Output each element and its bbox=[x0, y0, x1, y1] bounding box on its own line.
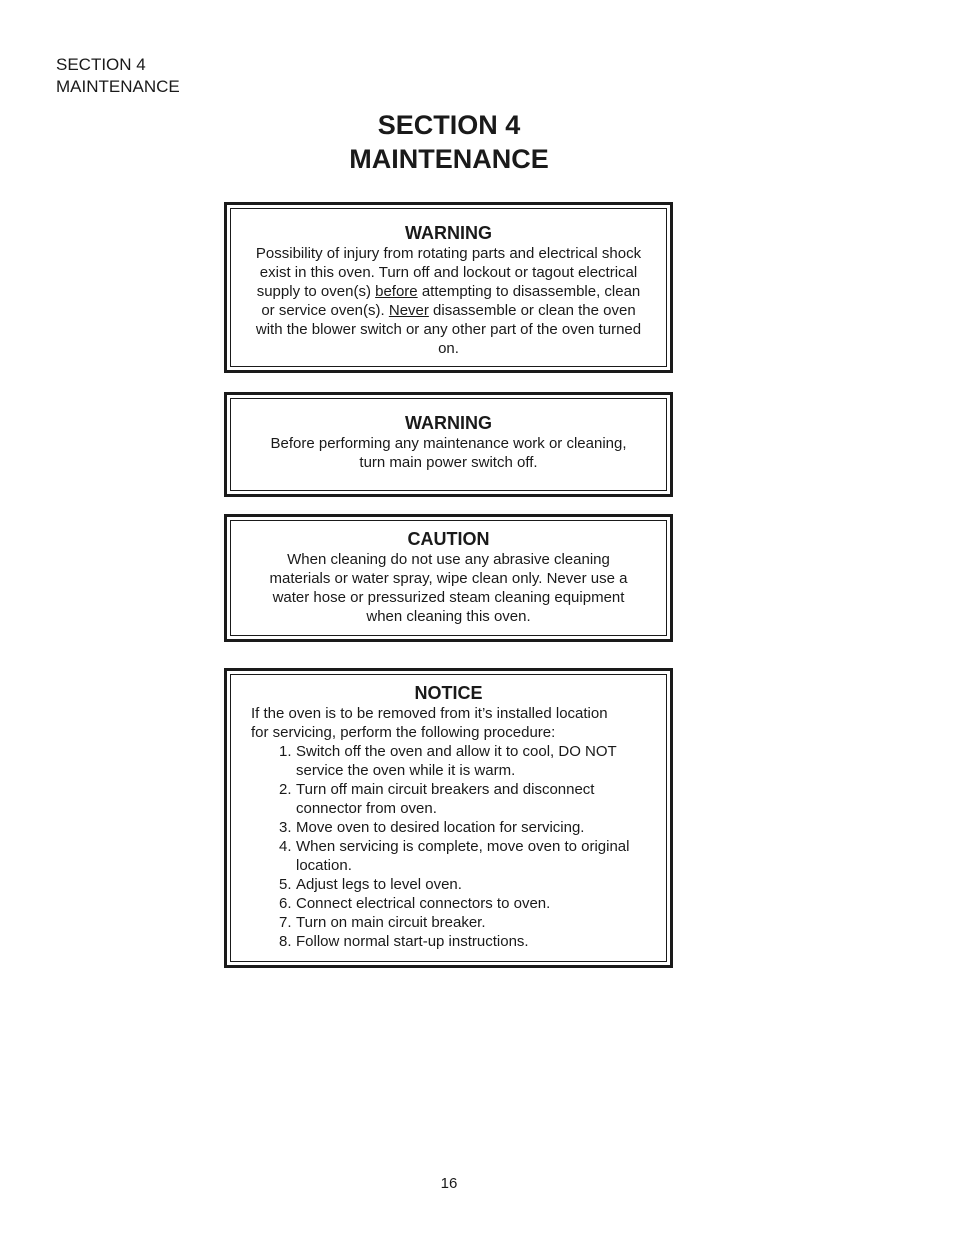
warning-box-injury-inner bbox=[230, 208, 667, 367]
page-number: 16 bbox=[440, 1175, 458, 1192]
notice-step-text: When servicing is complete, move oven to original location. bbox=[296, 838, 630, 874]
notice-step-text: Move oven to desired location for servicing. bbox=[296, 819, 585, 836]
notice-step-text: Connect electrical connectors to oven. bbox=[296, 895, 551, 912]
caution-box bbox=[224, 514, 673, 642]
notice-box bbox=[224, 668, 673, 968]
notice-step-text: Turn on main circuit breaker. bbox=[296, 914, 486, 931]
notice-step-number: 8. bbox=[279, 933, 292, 950]
warning-text-part-a: Possibility of injury from rotating parts and electrical shock exist in this oven. Turn off and lockout or tagout electrical supply to oven(s) bbox=[255, 245, 642, 300]
warning-underline-before: before bbox=[375, 283, 418, 300]
notice-step-text: Turn off main circuit breakers and disconnect connector from oven. bbox=[296, 781, 595, 817]
warning-text: Before performing any maintenance work or cleaning, turn main power switch off. bbox=[270, 435, 627, 471]
running-header-title: MAINTENANCE bbox=[56, 77, 180, 96]
notice-step-text: Switch off the oven and allow it to cool, DO NOT service the oven while it is warm. bbox=[296, 743, 617, 779]
warning-heading: WARNING bbox=[405, 413, 492, 433]
warning-text-part-c: disassemble or clean the oven with the blower switch or any other part of the oven turned on. bbox=[255, 302, 642, 357]
running-header-section: SECTION 4 bbox=[56, 55, 146, 74]
notice-step-number: 4. bbox=[279, 838, 292, 855]
warning-box-power-inner bbox=[230, 398, 667, 491]
warning-heading: WARNING bbox=[405, 223, 492, 243]
caution-text: When cleaning do not use any abrasive cleaning materials or water spray, wipe clean only. Never use a water hose or pressurized steam cleaning equipment when cleaning this oven. bbox=[269, 551, 628, 625]
notice-heading: NOTICE bbox=[414, 683, 483, 703]
notice-step bbox=[279, 818, 646, 837]
caution-box-inner bbox=[230, 520, 667, 636]
warning-text bbox=[251, 244, 646, 358]
notice-step-number: 3. bbox=[279, 819, 292, 836]
page-title-section: SECTION 4 bbox=[377, 110, 521, 140]
notice-step bbox=[279, 875, 646, 894]
warning-box-power bbox=[224, 392, 673, 497]
notice-step-text: Adjust legs to level oven. bbox=[296, 876, 462, 893]
warning-box-injury bbox=[224, 202, 673, 373]
notice-step bbox=[279, 742, 646, 780]
notice-step-text: Follow normal start-up instructions. bbox=[296, 933, 529, 950]
notice-steps-list bbox=[251, 742, 646, 951]
caution-heading: CAUTION bbox=[407, 529, 490, 549]
running-header bbox=[56, 54, 180, 98]
notice-step-number: 5. bbox=[279, 876, 292, 893]
warning-underline-never: Never bbox=[388, 302, 429, 319]
notice-step bbox=[279, 932, 646, 951]
notice-box-inner bbox=[230, 674, 667, 962]
warning-text-part-b: attempting to disassemble, clean or service oven(s). bbox=[261, 283, 641, 319]
page-title bbox=[0, 108, 898, 176]
notice-step bbox=[279, 894, 646, 913]
notice-step-number: 7. bbox=[279, 914, 292, 931]
notice-intro: If the oven is to be removed from it’s installed location for servicing, perform the following procedure: bbox=[251, 705, 608, 741]
notice-step-number: 2. bbox=[279, 781, 292, 798]
notice-step-number: 1. bbox=[279, 743, 292, 760]
page-title-name: MAINTENANCE bbox=[349, 144, 549, 174]
notice-step bbox=[279, 913, 646, 932]
notice-step bbox=[279, 780, 646, 818]
notice-step bbox=[279, 837, 646, 875]
notice-step-number: 6. bbox=[279, 895, 292, 912]
